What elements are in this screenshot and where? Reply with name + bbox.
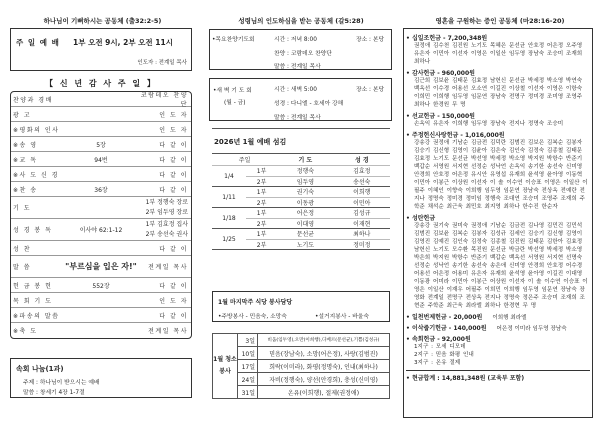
order-person — [139, 155, 191, 164]
prayer-person: 이동광 — [277, 197, 333, 208]
service-times: 1부 오전 9시, 2부 오전 11시 — [73, 38, 173, 47]
scripture-person: 김효정 — [334, 166, 390, 177]
cleaning-date: 17일 — [238, 360, 258, 373]
order-person-1: 인 도 자 — [159, 111, 188, 119]
column-header: 주일 — [212, 154, 277, 166]
serve-date: 1/25 — [212, 229, 246, 250]
order-item: 광 고 — [13, 111, 31, 119]
order-row — [11, 137, 191, 152]
motto: 성령님의 인도하심을 받는 공동체 (갈5:28) — [238, 17, 364, 25]
order-detail: 36장 — [94, 186, 108, 194]
order-item: 찬양과 경배 — [13, 96, 53, 104]
cleaning-table — [212, 333, 390, 399]
order-person-1: 1부 김효정 집사 — [145, 220, 188, 228]
offering-names: 어은정 이미라 임두영 장남숙 — [496, 326, 567, 332]
service-part: 1부 — [246, 166, 277, 177]
offering-title-text: 성탄헌금 — [411, 215, 436, 222]
order-person-2: 2부 임두영 장로 — [145, 208, 188, 216]
offering-names: 이희행 최라엘 — [492, 315, 527, 321]
offering-box — [403, 28, 593, 418]
cleaning-row — [213, 386, 390, 399]
order-item: ※찬 송 — [13, 186, 38, 194]
kitchen-box — [212, 291, 390, 322]
scripture-person: 이민아 — [334, 197, 390, 208]
scripture-person: 최하나 — [334, 229, 390, 240]
cleaning-row — [213, 360, 390, 373]
order-item: ※송 영 — [13, 141, 38, 149]
thu-word: 말씀 : 전계일 목사 — [274, 64, 321, 70]
cleaning-team: 믿음(장남숙), 소망(어은정), 사랑(김범진) — [258, 347, 390, 360]
dawn-name: •새 벽 기 도 회 — [213, 88, 252, 94]
bullet-icon: • — [406, 325, 412, 332]
order-person-1: 인 도 자 — [159, 126, 188, 134]
offering-names: 김근희 김보윤 김태문 김효정 남헌신 문선균 박세정 박소영 박연숙 백옥선 이수경 어용선 오소연 이길진 이상철 이선자 이영은 이항숙 이희민 이희행 임두영 임문연 장남숙 전명구 정미경 조미영 조영주 최하나 한경원 무 명 — [414, 78, 583, 108]
kitchen-duty: •주방봉사 - 민음숙, 소망숙 — [218, 314, 287, 320]
order-person-1: 다 같 이 — [159, 156, 188, 164]
order-row — [11, 167, 191, 182]
order-row — [11, 278, 191, 293]
order-person-1: 다 같 이 — [159, 171, 188, 179]
offering-title-text: 일천번제헌금 - 20,000원 — [411, 314, 483, 321]
offering-names: 강송강 권기숙 권미숙 권정애 기남순 김금전 김나영 김민건 김민석 김범진 김보윤 김복순 김봉자 김성규 김세인 김승기 김신형 김영이 김영진 김예진 김인숙 김정숙 김종철 김진원 김태문 김한아 김효정 남헌신 노기도 모수환 목진원 문선균 박금란 박선영 박세정 박소영 박은희 박지원 박항수 반준기 백갑순 백옥선 서영원 서지현 선명숙 선정순 성낙언 송기한 송선숙 송은애 신미영 안경희 안호정 어수경 어용선 어은정 어용미 유은자 유재희 윤석영 윤아영 이길진 이대영 이동광 어미라 이민아 이봉근 어상원 이선자 이 솔 이수연 이승표 이영은 이일산 이재우 어필주 이희민 이희행 임두영 임문연 장남숙 장영화 전계일 전명구 전상옥 전지나 정명숙 정은주 조승미 조재희 조현준 주학준 최근욱 최라엘 최하나 한경현 무 명 — [414, 223, 588, 309]
cell-group-box — [10, 358, 192, 398]
order-person-1: 1부 정행숙 장로 — [145, 198, 188, 206]
bullet-icon: • — [406, 35, 412, 42]
dish-duty: •설거지봉사 - 바울숙 — [315, 314, 369, 320]
cleaning-team: 온유(이희행), 절제(권정애) — [258, 386, 390, 399]
cleaning-date: 3일 — [238, 334, 258, 347]
order-item: 말 씀 — [13, 264, 31, 271]
order-row — [11, 323, 191, 338]
scripture-person: 이희행 — [334, 187, 390, 198]
serve-title: 2026년 1월 예배 섬김 — [214, 138, 287, 146]
order-item: 성 찬 — [13, 245, 31, 253]
motto: 영혼을 구원하는 증인 공동체 (마28:16-20) — [435, 17, 565, 25]
offering-section — [406, 111, 590, 128]
scripture-person: 정미정 — [334, 239, 390, 250]
service-part: 1부 — [246, 187, 277, 198]
offering-title — [406, 68, 590, 77]
serve-row — [212, 187, 390, 198]
order-item: 헌 금 봉 헌 — [13, 282, 53, 290]
cleaning-date: 31일 — [238, 386, 258, 399]
order-row — [11, 197, 191, 219]
worship-order-table — [10, 91, 192, 339]
serve-row — [212, 229, 390, 240]
scripture-person: 이재현 — [334, 218, 390, 229]
order-person-1: 코람데오 찬양단 — [140, 92, 188, 108]
service-part: 2부 — [246, 176, 277, 187]
district-line: 3지구 : 온유 절제 — [414, 360, 461, 366]
offering-names: 권정애 김수천 김진원 노기도 목혜은 문선균 안호정 어은정 오주영 유은자 이민아 이선자 이영은 이일산 임두영 장남숙 조승미 조재희 최하나 — [414, 43, 583, 65]
order-person-1: 다 같 이 — [159, 245, 188, 253]
prayer-person: 권기숙 — [277, 187, 333, 198]
order-item: ※파송의 말씀 — [13, 312, 60, 320]
service-box — [10, 28, 192, 71]
cell-title: 속회 나눔(1과) — [16, 365, 64, 373]
offering-title — [406, 323, 590, 332]
cleaning-row — [213, 334, 390, 347]
order-row — [11, 107, 191, 122]
cleaning-team: 희락(이미라), 화평(정명숙), 인내(최하나) — [258, 360, 390, 373]
worship-serve-table — [212, 153, 390, 250]
offering-title — [406, 213, 590, 222]
order-person — [139, 125, 191, 134]
dawn-days: (월 - 금) — [224, 100, 246, 106]
bullet-icon: • — [406, 375, 412, 382]
district-line: 2지구 : 믿음 화평 인내 — [414, 352, 474, 358]
offering-section — [406, 312, 590, 321]
serve-row — [212, 166, 390, 177]
offering-title — [406, 130, 590, 139]
leader: 인도자 : 전계일 목사 — [137, 60, 187, 66]
order-person — [139, 110, 191, 119]
bullet-icon: • — [406, 132, 412, 139]
scripture-person: 김성규 — [334, 208, 390, 219]
order-item: ※축 도 — [13, 328, 38, 335]
service-title: 주 일 예 배 — [16, 38, 60, 47]
bullet-icon: • — [406, 215, 412, 222]
prayer-person: 어은정 — [277, 208, 333, 219]
order-row — [11, 182, 191, 197]
order-person-1: 다 같 이 — [159, 282, 188, 290]
order-person — [139, 244, 191, 253]
service-part: 2부 — [246, 239, 277, 250]
scripture-person: 송선숙 — [334, 176, 390, 187]
service-part: 1부 — [246, 208, 277, 219]
bullet-icon: • — [406, 113, 412, 120]
service-part: 2부 — [246, 218, 277, 229]
thu-praise: 찬양 : 코람데오 찬양단 — [274, 51, 332, 57]
order-item: ※교 독 — [13, 156, 38, 164]
thu-name: •목요찬양기도회 — [212, 37, 255, 43]
offering-title — [406, 370, 590, 382]
offering-names: 손옥익 유은자 이희행 임두영 장남숙 전지나 정명숙 조승미 — [414, 121, 564, 127]
cleaning-date: 10일 — [238, 347, 258, 360]
cleaning-date: 24일 — [238, 373, 258, 386]
order-person — [139, 198, 191, 218]
divider — [212, 128, 390, 129]
serve-date: 1/4 — [212, 166, 246, 187]
dawn-prayer-box — [209, 78, 392, 121]
cell-word: 말씀 : 창세기 4장 1-7절 — [23, 390, 85, 396]
bullet-icon: • — [406, 70, 412, 77]
offering-title-text: 주정헌신사랑헌금 - 1,016,000원 — [411, 132, 505, 139]
order-person — [139, 90, 191, 108]
serve-date: 1/18 — [212, 208, 246, 229]
serve-row — [212, 208, 390, 219]
offering-section — [406, 130, 590, 211]
order-title: 【 신 년 감 사 주 일 】 — [45, 79, 157, 88]
order-person-2: 2부 송선숙 권사 — [145, 230, 188, 238]
motto: 하나님이 기뻐하시는 공동체 (출32:2-5) — [43, 17, 162, 25]
order-item: ※사 도 신 경 — [13, 171, 59, 179]
prayer-person: 이대영 — [277, 218, 333, 229]
order-person-1: 전계일 목사 — [148, 264, 188, 271]
cleaning-team: 비움(임두영),오만(이희행),디베르(문선균),기쁨(김성규) — [258, 334, 390, 347]
prayer-person: 노기도 — [277, 239, 333, 250]
offering-section — [406, 370, 590, 382]
thu-time: 시간 : 저녁 8:00 — [274, 37, 317, 43]
order-row — [11, 152, 191, 167]
order-person — [139, 170, 191, 179]
order-detail: 5장 — [96, 141, 106, 149]
thu-place: 장소 : 본당 — [356, 37, 385, 43]
cleaning-row — [213, 373, 390, 386]
offering-section — [406, 68, 590, 109]
order-person — [139, 311, 191, 320]
prayer-person: 정행숙 — [277, 166, 333, 177]
service-part: 2부 — [246, 197, 277, 208]
column-header: 기 도 — [277, 154, 333, 166]
order-person-1: 다 같 이 — [159, 141, 188, 149]
offering-title-text: 십일조헌금 - 7,200,348원 — [411, 35, 488, 42]
offering-title-text: 현금합계 : 14,881,348원 (교육부 포함) — [411, 375, 525, 382]
order-person — [139, 296, 191, 305]
offering-title — [406, 312, 590, 321]
order-row — [11, 122, 191, 137]
dawn-place: 장소 : 본당 — [356, 87, 385, 93]
order-person — [139, 185, 191, 194]
order-person — [139, 326, 191, 335]
order-detail: 이사야 62:1-12 — [79, 227, 123, 234]
offering-title-text: 속회헌금 - 92,000원 — [411, 336, 471, 343]
order-person-1: 전계일 목사 — [148, 328, 188, 335]
order-detail: 552장 — [92, 282, 110, 290]
offering-title — [406, 334, 590, 343]
cell-topic: 주제 : 하나님이 받으시는 예배 — [23, 380, 100, 386]
bullet-icon: • — [406, 314, 412, 321]
column-header: 성 경 — [334, 154, 390, 166]
offering-title-text: 선교헌금 - 150,000원 — [411, 113, 475, 120]
order-person-1: 다 같 이 — [159, 186, 188, 194]
offering-section — [406, 33, 590, 66]
kitchen-title: 1월 마지막주 식당 봉사담당 — [218, 299, 293, 306]
header-row — [212, 154, 390, 166]
order-person — [139, 140, 191, 149]
order-detail: 94번 — [94, 156, 108, 164]
offering-section — [406, 334, 590, 367]
offering-title — [406, 33, 590, 42]
order-row — [11, 256, 191, 278]
offering-section — [406, 323, 590, 332]
offering-names: 강송강 권정애 기남순 김금전 김덕란 김범진 김보은 김복순 김봉자 김승기 김신형 김영이 김윤아 김은숙 김인숙 김정숙 김종철 김태문 김효정 노기도 문선균 박선영 박세정 박소영 박지원 박항수 반준기 백갑순 서영원 서지현 선정순 성낙언 손옥익 송기한 송선숙 신미영 안경희 안호정 어은정 유시안 유영섭 유재희 윤석영 윤아영 이동혁 이민아 이봉근 이상원 이선자 이 솔 이수연 이승표 이영은 이일산 이필주 이혜인 이향숙 이희행 임두영 임문연 장남숙 전상옥 전예란 전지나 정명숙 정미경 정미임 정행숙 조대연 조승미 조영주 조재희 주학준 채석순 최근욱 최민호 최지영 최하나 한수진 한순자 — [414, 140, 588, 210]
offering-title-text: 감사헌금 - 960,000원 — [411, 70, 475, 77]
order-person — [139, 220, 191, 240]
order-person-1: 다 같 이 — [159, 312, 188, 320]
order-item: 성 경 봉 독 — [13, 227, 53, 234]
order-item: 목 회 기 도 — [13, 297, 53, 305]
prayer-person: 임두영 — [277, 176, 333, 187]
offering-section — [406, 213, 590, 310]
district-line: 1지구 : 모세 디모데 — [414, 344, 466, 350]
order-row — [11, 308, 191, 323]
cleaning-label: 1월 청소 봉사 — [213, 334, 238, 399]
order-item: ※평화의 인사 — [13, 126, 60, 134]
order-person — [139, 262, 191, 271]
cleaning-team: 자비(정행숙), 양선(안경희), 충성(신미영) — [258, 373, 390, 386]
dawn-time: 시간 : 새벽 5:00 — [274, 87, 317, 93]
serve-date: 1/11 — [212, 187, 246, 208]
order-person-1: 인 도 자 — [159, 297, 188, 305]
offering-title — [406, 111, 590, 120]
order-person — [139, 281, 191, 290]
order-item: 기 도 — [13, 205, 31, 212]
dawn-word: 말씀 : 전계일 목사 — [274, 115, 321, 121]
dawn-bible: 성경 : 다니엘 - 호세아 강해 — [274, 101, 344, 107]
service-part: 1부 — [246, 229, 277, 240]
bullet-icon: • — [406, 336, 412, 343]
offering-title-text: 이삭줍기헌금 - 140,000원 — [411, 325, 487, 332]
order-detail: "부르심을 입은 자!" — [65, 262, 137, 271]
prayer-person: 문선균 — [277, 229, 333, 240]
cleaning-row — [213, 347, 390, 360]
thursday-prayer-box — [209, 29, 392, 70]
order-row — [11, 219, 191, 241]
order-row — [11, 241, 191, 256]
order-row — [11, 92, 191, 107]
order-row — [11, 293, 191, 308]
